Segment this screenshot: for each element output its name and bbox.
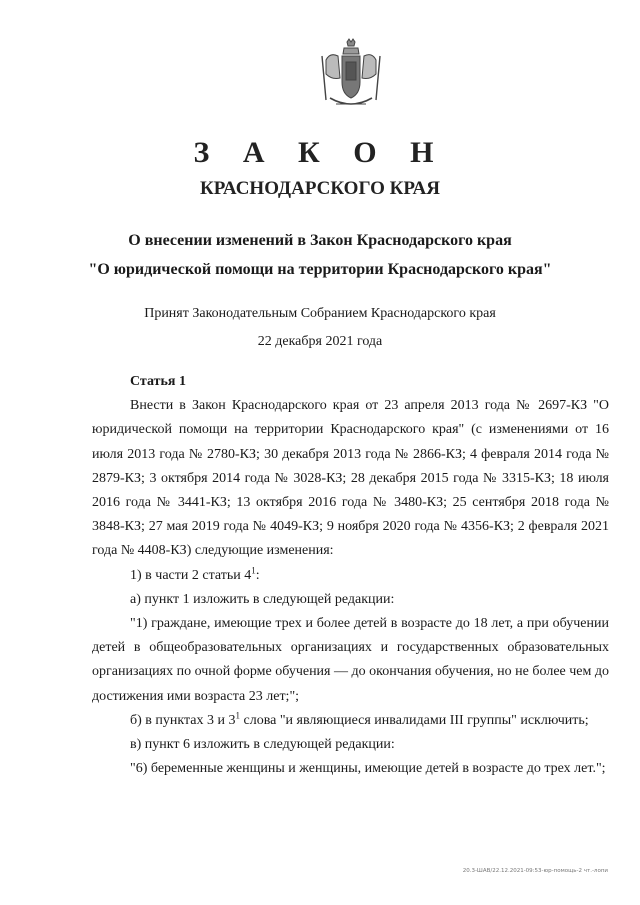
document-code: 20.3-ШАВ/22.12.2021-09:53-юр-помощь-2 чт.-лопи — [462, 868, 608, 874]
item-1-suffix: : — [255, 567, 260, 583]
item-1-text: 1) в части 2 статьи 4 — [130, 567, 252, 583]
item-c: в) пункт 6 изложить в следующей редакции: — [130, 737, 395, 753]
item-a-text: "1) граждане, имеющие трех и более детей в возрасте до 18 лет, а при обучении детей в общеобразовательных организациях и государственных образовательных организациях по очной форме обучения — до окончания обучения, но не более чем до достижения ими возраста 23 лет;"; — [92, 616, 609, 704]
law-title: З А К О Н — [193, 136, 447, 169]
article-heading: Статья 1 — [130, 374, 186, 389]
item-1 — [92, 564, 609, 588]
item-a: а) пункт 1 изложить в следующей редакции: — [130, 591, 395, 607]
region-title: КРАСНОДАРСКОГО КРАЯ — [199, 178, 441, 199]
law-subject — [0, 226, 640, 284]
item-b-sup: 1 — [235, 710, 240, 721]
item-c-text: "6) беременные женщины и женщины, имеющие детей в возрасте до трех лет."; — [130, 761, 606, 777]
law-body — [92, 370, 609, 781]
adoption-info — [0, 300, 640, 356]
subject-line-2: "О юридической помощи на территории Краснодарского края" — [88, 261, 552, 278]
adoption-date: 22 декабря 2021 года — [257, 334, 383, 349]
item-b-text: б) в пунктах 3 и 3 — [130, 712, 236, 728]
item-1-sup: 1 — [251, 564, 256, 575]
krasnodar-coat-of-arms-icon — [316, 38, 386, 114]
article-intro: Внести в Закон Краснодарского края от 23 апреля 2013 года № 2697-КЗ "О юридической помощи на территории Краснодарского края" (с изменениями от 16 июля 2013 года № 2780-КЗ; 30 декабря 2013 года № 2866-КЗ; 4 февраля 2014 года № 2879-КЗ; 3 октября 2014 года № 3028-КЗ; 28 декабря 2015 года № 3315-КЗ; 18 июля 2016 года № 3441-КЗ; 13 октября 2016 года № 3480-КЗ; 25 сентября 2018 года № 3848-КЗ; 27 мая 2019 года № 4049-КЗ; 9 ноября 2020 года № 4356-КЗ; 2 февраля 2021 года № 4408-КЗ) следующие изменения: — [92, 398, 609, 559]
subject-line-1: О внесении изменений в Закон Краснодарского края — [128, 232, 512, 249]
adopted-by: Принят Законодательным Собранием Краснодарского края — [144, 306, 496, 321]
item-b — [92, 709, 609, 733]
item-b-suffix: слова "и являющиеся инвалидами III группы" исключить; — [240, 712, 589, 728]
